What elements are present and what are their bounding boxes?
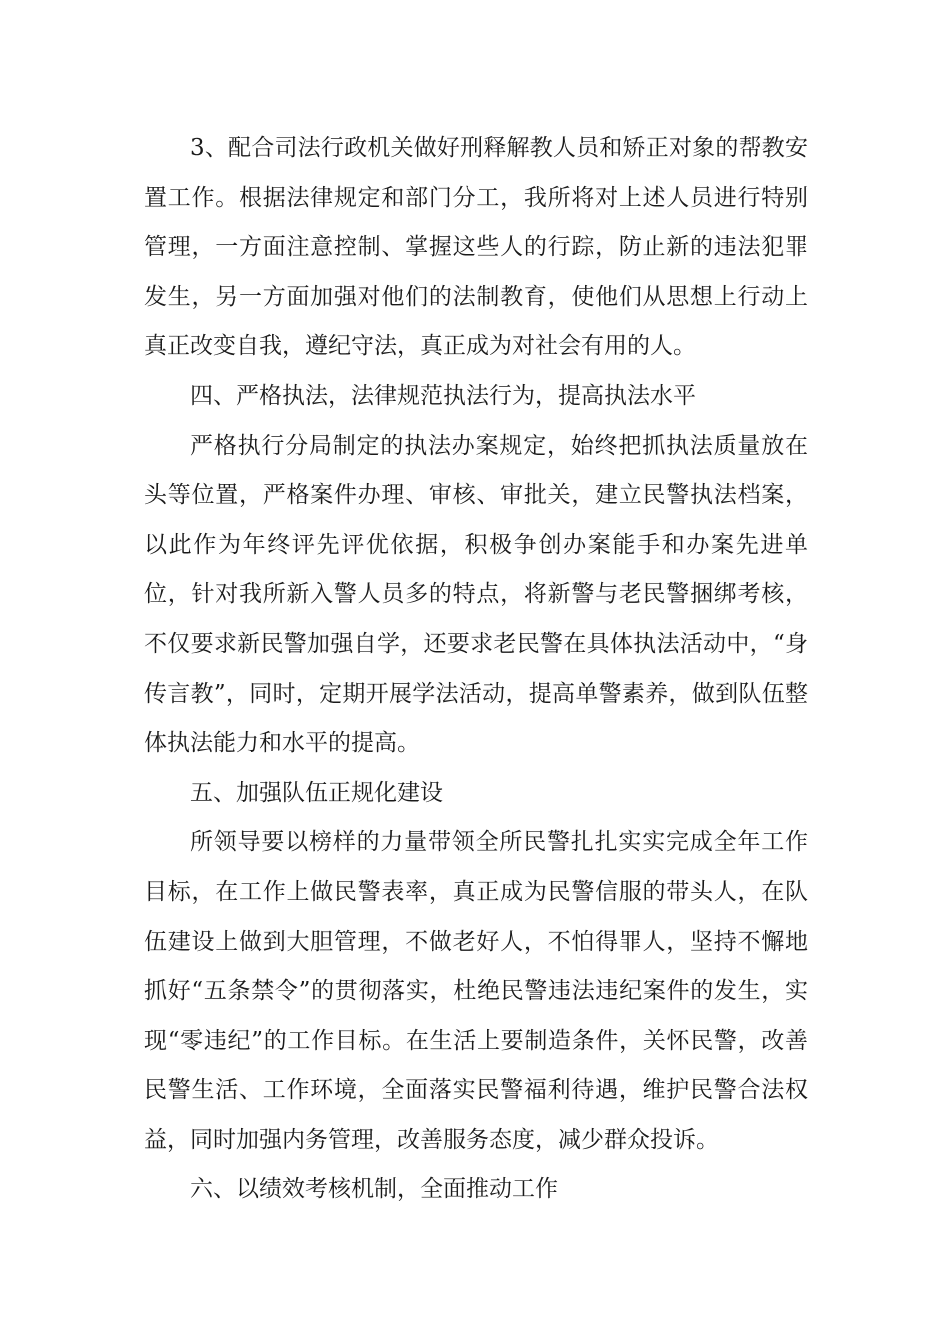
paragraph-law-enforcement: 严格执行分局制定的执法办案规定，始终把抓执法质量放在头等位置，严格案件办理、审核、审批关，建立民警执法档案，以此作为年终评先评优依据，积极争创办案能手和办案先进单位，针对我所新入警人员多的特点，将新警与老民警捆绑考核，不仅要求新民警加强自学，还要求老民警在具体执法活动中，“身传言教”，同时，定期开展学法活动，提高单警素养，做到队伍整体执法能力和水平的提高。	[144, 432, 808, 757]
section-heading-6: 六、以绩效考核机制，全面推动工作	[190, 1176, 558, 1203]
document-page	[144, 124, 808, 1215]
section-heading-5: 五、加强队伍正规化建设	[190, 779, 443, 806]
section-heading-4: 四、严格执法，法律规范执法行为，提高执法水平	[190, 382, 696, 409]
paragraph-rehabilitation: 3、配合司法行政机关做好刑释解教人员和矫正对象的帮教安置工作。根据法律规定和部门分工，我所将对上述人员进行特别管理，一方面注意控制、掌握这些人的行踪，防止新的违法犯罪发生，另一方面加强对他们的法制教育，使他们从思想上行动上真正改变自我，遵纪守法，真正成为对社会有用的人。	[144, 135, 808, 360]
paragraph-team-building: 所领导要以榜样的力量带领全所民警扎扎实实完成全年工作目标，在工作上做民警表率，真正成为民警信服的带头人，在队伍建设上做到大胆管理，不做老好人，不怕得罪人，坚持不懈地抓好“五条禁令”的贯彻落实，杜绝民警违法违纪案件的发生，实现“零违纪”的工作目标。在生活上要制造条件，关怀民警，改善民警生活、工作环境，全面落实民警福利待遇，维护民警合法权益，同时加强内务管理，改善服务态度，减少群众投诉。	[144, 829, 808, 1153]
